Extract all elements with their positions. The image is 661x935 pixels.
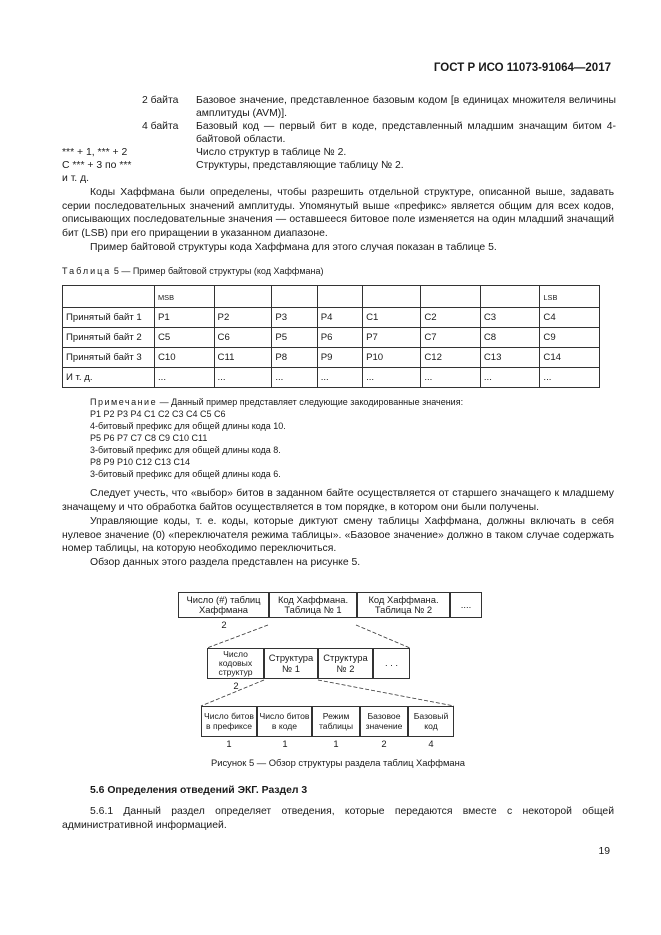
standard-header: ГОСТ Р ИСО 11073-91064—2017 (433, 62, 611, 74)
paragraph-text: Управляющие коды, т. е. коды, которые диктуют смену таблицы Хаффмана, должны включать в себя нулевое значение (0) «переключателя режима таблицы». «Базовое значение» должно в таком случае содержать номер таблицы, на которую необходимо переключиться. (62, 516, 614, 555)
table-cell: C6 (214, 328, 272, 348)
paragraph-text: Обзор данных этого раздела представлен на рисунке 5. (90, 557, 361, 568)
figure-caption: Рисунок 5 — Обзор структуры раздела таблиц Хаффмана (210, 757, 465, 768)
note-line: P1 P2 P3 P4 C1 C2 C3 C4 C5 C6 (90, 409, 226, 419)
table-cell: C4 (540, 308, 600, 328)
definition-term: *** + 1, *** + 2 (62, 147, 128, 158)
fig-byte-count: 1 (333, 738, 339, 749)
table-cell: P6 (317, 328, 362, 348)
table-cell: ... (421, 368, 481, 388)
table-cell: P9 (317, 348, 362, 368)
table-header-cell: MSB (155, 286, 215, 308)
fig-byte-count: 2 (381, 738, 387, 749)
table-cell: P4 (317, 308, 362, 328)
fig-box-structure-2: Структура № 2 (318, 648, 373, 679)
table-cell: ... (214, 368, 272, 388)
table-cell: C11 (214, 348, 272, 368)
fig-byte-count: 1 (226, 738, 232, 749)
paragraph (62, 805, 614, 832)
table-cell: C7 (421, 328, 481, 348)
table-cell: P10 (363, 348, 421, 368)
table-cell: P8 (272, 348, 317, 368)
fig-box-base-value: Базовое значение (360, 706, 408, 737)
table-cell: C14 (540, 348, 600, 368)
table-cell: C8 (480, 328, 540, 348)
fig-byte-count: 2 (233, 680, 239, 691)
table-cell: C10 (155, 348, 215, 368)
table-cell: ... (272, 368, 317, 388)
section-title: 5.6 Определения отведений ЭКГ. Раздел 3 (90, 785, 308, 796)
page-number: 19 (598, 846, 610, 857)
table-cell: C13 (480, 348, 540, 368)
fig-byte-count: 2 (221, 619, 227, 630)
fig-byte-count: 4 (428, 738, 434, 749)
table-cell: ... (363, 368, 421, 388)
note-line: 4-битовый префикс для общей длины кода 10. (90, 421, 286, 431)
table-cell: P3 (272, 308, 317, 328)
table-header-cell: LSB (540, 286, 600, 308)
connector-line (356, 625, 410, 648)
fig-box-code-bits: Число битов в коде (257, 706, 312, 737)
table-cell: Принятый байт 3 (63, 348, 155, 368)
fig-box-ellipsis: . . . (373, 648, 410, 679)
table-cell: P5 (272, 328, 317, 348)
table-cell: И т. д. (63, 368, 155, 388)
note-line: P8 P9 P10 C12 C13 C14 (90, 457, 191, 467)
connector-line (318, 680, 454, 706)
definition-term: 2 байта (142, 95, 179, 106)
table-cell: Принятый байт 1 (63, 308, 155, 328)
fig-byte-count: 1 (282, 738, 288, 749)
table-cell: C2 (421, 308, 481, 328)
table-cell: ... (480, 368, 540, 388)
fig-box-code-structure-count: Число кодовых структур (207, 648, 264, 679)
paragraph-text: 5.6.1 Данный раздел определяет отведения, которые передаются вместе с некоторой общей административной информацией. (62, 806, 614, 831)
definition-text: Базовый код — первый бит в коде, представленный младшим значащим битом 4-байтовой области. (196, 121, 616, 145)
note-label: Примечание (90, 397, 158, 407)
table-cell: ... (317, 368, 362, 388)
table-cell: C12 (421, 348, 481, 368)
note-line: 3-битовый префикс для общей длины кода 8. (90, 445, 281, 455)
definition-text: Структуры, представляющие таблицу № 2. (196, 160, 404, 171)
fig-box-ellipsis: .... (450, 592, 482, 618)
table-cell: P2 (214, 308, 272, 328)
definition-term: 4 байта (142, 121, 179, 132)
table-cell: Принятый байт 2 (63, 328, 155, 348)
paragraph-text: Следует учесть, что «выбор» битов в заданном байте осуществляется от старшего значащего к младшему значащему и что обработка байтов осуществляется в том порядке, в котором они были получены. (62, 488, 614, 513)
paragraph-text: Пример байтовой структуры кода Хаффмана для этого случая показан в таблице 5. (90, 242, 497, 253)
paragraph-text: Коды Хаффмана были определены, чтобы разрешить отдельной структуре, описанной выше, задавать серии последовательных значений амплитуды. Упомянутый выше «префикс» является общим для всех кодов, описывающих последовательные значения — оставшееся битовое поле изменяется на один младший значащий бит (LSB) при его приращении в указанном диапазоне. (62, 187, 614, 239)
fig-box-table-count: Число (#) таблиц Хаффмана (178, 592, 269, 618)
table-cell: P7 (363, 328, 421, 348)
definition-text: Базовое значение, представленное базовым кодом [в единицах множителя величины амплитуды (AVM)]. (196, 95, 616, 119)
table-cell: C1 (363, 308, 421, 328)
table-caption-text: 5 — Пример байтовой структуры (код Хаффмана) (113, 266, 324, 276)
fig-box-huffman-table-2: Код Хаффмана. Таблица № 2 (357, 592, 450, 618)
definition-term: и т. д. (62, 173, 90, 184)
table-caption-word: Таблица (62, 266, 112, 276)
table-cell: ... (155, 368, 215, 388)
fig-box-prefix-bits: Число битов в префиксе (201, 706, 257, 737)
table-cell: C9 (540, 328, 600, 348)
definition-term: С *** + 3 по *** (62, 160, 132, 171)
table-cell: C5 (155, 328, 215, 348)
fig-box-table-mode: Режим таблицы (312, 706, 360, 737)
fig-box-base-code: Базовый код (408, 706, 454, 737)
note-line: P5 P6 P7 C7 C8 C9 C10 C11 (90, 433, 208, 443)
table-cell: C3 (480, 308, 540, 328)
table-cell: P1 (155, 308, 215, 328)
definition-text: Число структур в таблице № 2. (196, 147, 347, 158)
note-line: 3-битовый префикс для общей длины кода 6. (90, 469, 281, 479)
table-cell: ... (540, 368, 600, 388)
note-intro-text: — Данный пример представляет следующие закодированные значения: (159, 397, 464, 407)
fig-box-huffman-table-1: Код Хаффмана. Таблица № 1 (269, 592, 357, 618)
fig-box-structure-1: Структура № 1 (264, 648, 318, 679)
